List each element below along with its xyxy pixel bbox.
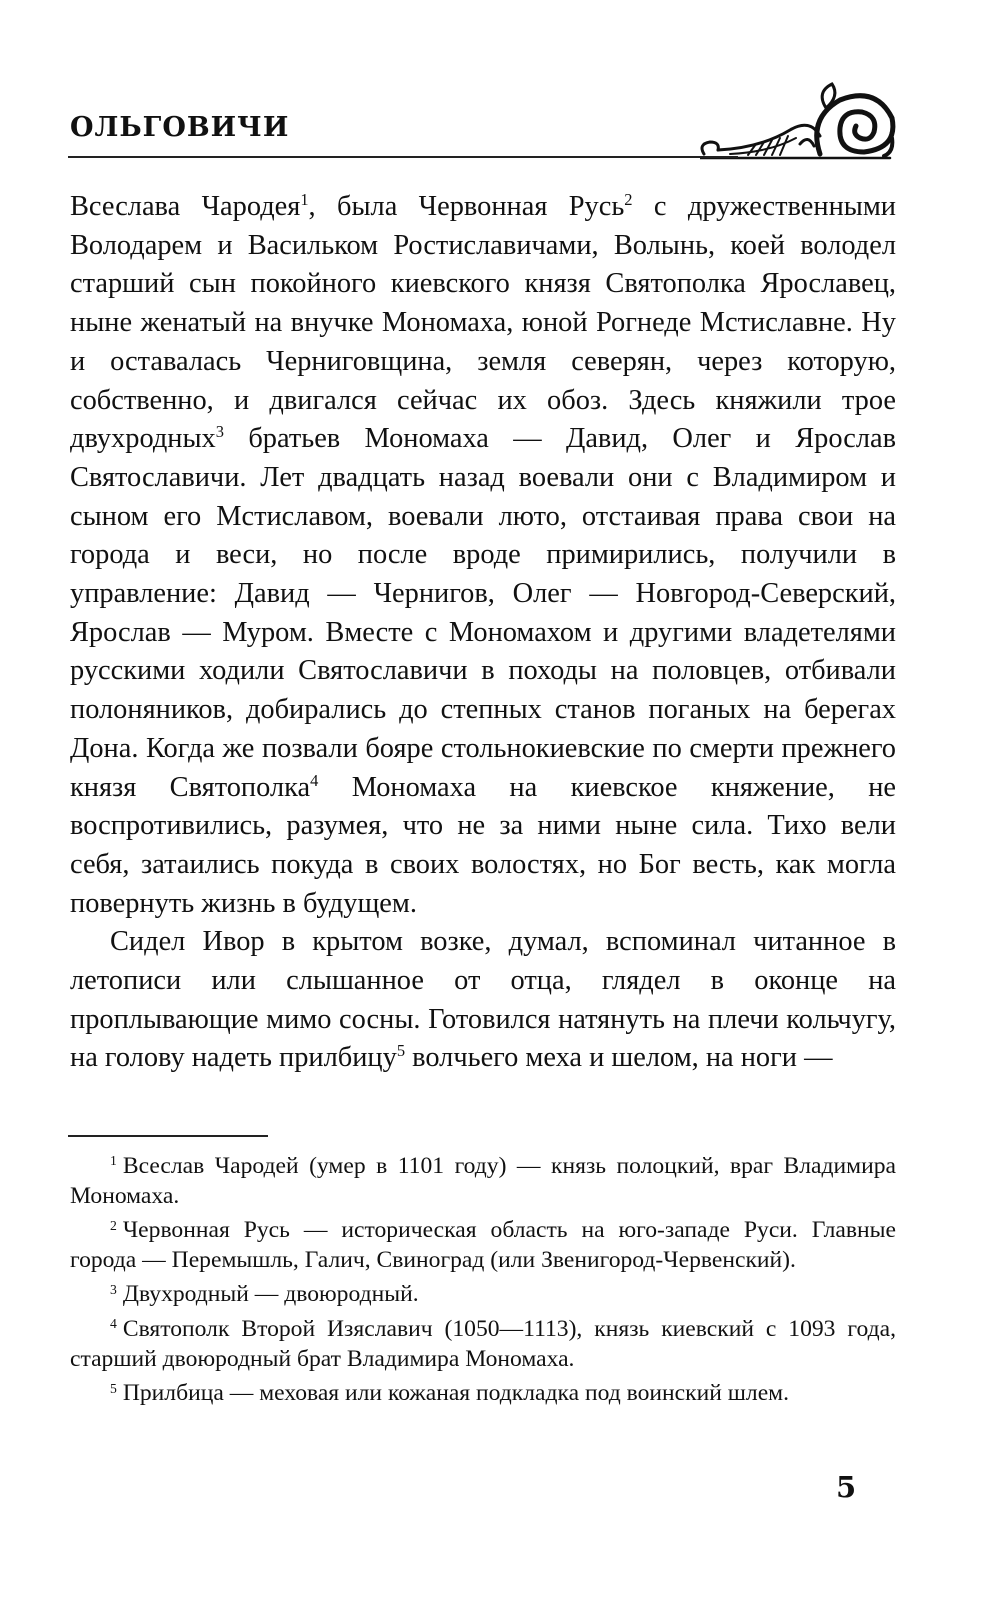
text-run: братьев Мономаха — Давид, Олег и Ярослав Святославичи. Лет двадцать назад воевали они с Владимиром и сыном его Мстиславом, воевали люто, отстаивая права свои на города и веси, но после вроде примирились, получили в управление: Давид — Чернигов, Олег — Новгород-Северский, Ярослав — Муром. Вместе с Мономахом и другими владетелями русскими ходили Святославичи в походы на половцев, отбивали полоняников, добирались до степных станов поганых на берегах Дона. Когда же позвали бояре стольнокиевские по смерти прежнего князя Святополка — [70, 423, 896, 803]
footnote-ref-4[interactable]: 4 — [310, 770, 319, 790]
footnote-mark: 1 — [110, 1153, 117, 1169]
text-run: Мономаха на киевское княжение, не воспротивились, разумея, что не за ними ныне сила. Тихо вели себя, затаились покуда в своих волостях, но Бог весть, как могла повернуть жизнь в будущем. — [70, 771, 896, 919]
text-run: Всеслава Чародея — [70, 191, 301, 222]
footnote-text: Двухродный — двоюродный. — [122, 1281, 419, 1308]
footnote-5 — [70, 1379, 896, 1409]
footnote-text: Червонная Русь — историческая область на юго-западе Руси. Главные города — Перемышль, Галич, Свиноград (или Звенигород-Червенский). — [70, 1217, 896, 1273]
footnotes — [70, 1152, 896, 1414]
footnote-text: Всеслав Чародей (умер в 1101 году) — князь полоцкий, враг Владимира Мономаха. — [70, 1153, 896, 1209]
footnote-ref-5[interactable]: 5 — [396, 1041, 406, 1061]
footnote-text: Прилбица — меховая или кожаная подкладка под воинский шлем. — [122, 1380, 789, 1407]
footnote-mark: 4 — [110, 1316, 117, 1332]
footnote-mark: 3 — [110, 1281, 117, 1297]
footnote-ref-1[interactable]: 1 — [300, 189, 309, 209]
footnote-ref-3[interactable]: 3 — [215, 422, 224, 442]
footnote-text: Святополк Второй Изяславич (1050—1113), князь киевский с 1093 года, старший двоюродный брат Владимира Мономаха. — [70, 1315, 896, 1372]
footnote-mark: 5 — [110, 1380, 117, 1396]
footnote-mark: 2 — [110, 1217, 117, 1233]
main-text — [70, 188, 896, 1078]
header-rule — [68, 156, 738, 158]
running-title: ОЛЬГОВИЧИ — [70, 112, 290, 143]
paragraph-2 — [70, 923, 896, 1078]
text-run: , была Червонная Русь — [308, 191, 625, 222]
text-run: с дружественными Володарем и Васильком Ростиславичами, Волынь, коей володел старший сын покойного киевского князя Святополка Ярославец, ныне женатый на внучке Мономаха, юной Рогнеде Мстиславне. Ну и оставалась Черниговщина, земля северян, через которую, собственно, и двигался сейчас их обоз. Здесь княжили трое двухродных — [70, 191, 896, 455]
text-run: Сидел Ивор в крытом возке, думал, вспоминал читанное в летописи или слышанное от отца, глядел в оконце на проплывающие мимо сосны. Готовился натянуть на плечи кольчугу, на голову надеть прилбицу — [70, 926, 896, 1074]
footnote-1 — [70, 1152, 896, 1211]
paragraph-1 — [70, 188, 896, 923]
scroll-ornament-icon — [700, 78, 900, 168]
footnote-3 — [70, 1280, 896, 1310]
footnote-ref-2[interactable]: 2 — [624, 189, 633, 209]
text-run: волчьего меха и шелом, на ноги — — [405, 1042, 833, 1074]
footnote-4 — [70, 1315, 896, 1374]
page-number: 5 — [836, 1470, 857, 1504]
footnote-2 — [70, 1216, 896, 1275]
footnote-separator — [68, 1135, 268, 1137]
